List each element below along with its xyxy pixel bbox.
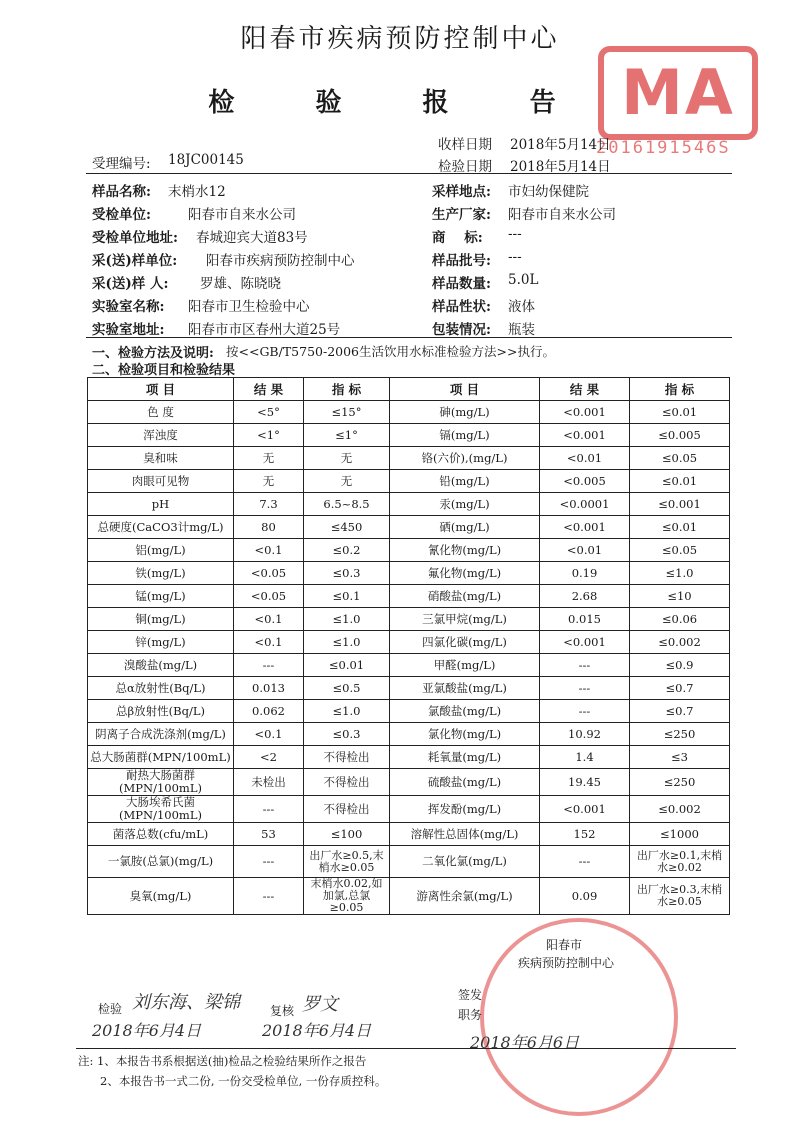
table-cell: ≤0.5 (304, 677, 390, 700)
column-header: 指 标 (630, 378, 730, 401)
table-cell: --- (234, 878, 304, 915)
table-row (88, 769, 730, 796)
table-cell: 0.013 (234, 677, 304, 700)
table-cell: 色 度 (88, 401, 234, 424)
table-cell: ≤0.3 (304, 723, 390, 746)
table-cell: 大肠埃希氏菌(MPN/100mL) (88, 796, 234, 823)
table-cell: 2.68 (540, 585, 630, 608)
table-cell: 末梢水0.02,如加氯,总氯≥0.05 (304, 878, 390, 915)
issuer-label: 签发 (458, 988, 483, 1002)
sampling-location: 市妇幼保健院 (508, 184, 589, 200)
table-cell: 锌(mg/L) (88, 631, 234, 654)
table-cell: ≤0.3 (304, 562, 390, 585)
table-cell: 亚氯酸盐(mg/L) (390, 677, 540, 700)
table-cell: 无 (234, 470, 304, 493)
table-cell: 浑浊度 (88, 424, 234, 447)
table-cell: 6.5~8.5 (304, 493, 390, 516)
table-cell: ≤0.002 (630, 631, 730, 654)
table-cell: 氯酸盐(mg/L) (390, 700, 540, 723)
table-cell: ≤0.7 (630, 677, 730, 700)
table-cell: 铜(mg/L) (88, 608, 234, 631)
table-cell: 镉(mg/L) (390, 424, 540, 447)
tested-unit-address: 春城迎宾大道83号 (196, 230, 308, 246)
inspection-date: 2018年6月4日 (92, 1021, 202, 1040)
table-cell: ≤0.001 (630, 493, 730, 516)
table-cell: ≤1.0 (304, 631, 390, 654)
table-cell: <0.001 (540, 424, 630, 447)
table-cell: ≤0.9 (630, 654, 730, 677)
table-cell: --- (234, 846, 304, 878)
table-cell: 一氯胺(总氯)(mg/L) (88, 846, 234, 878)
table-cell: 出厂水≥0.5,末梢水≥0.05 (304, 846, 390, 878)
table-cell: <0.1 (234, 539, 304, 562)
table-row (88, 585, 730, 608)
table-cell: 甲醛(mg/L) (390, 654, 540, 677)
table-cell: 氯化物(mg/L) (390, 723, 540, 746)
table-cell: 0.062 (234, 700, 304, 723)
table-cell: 砷(mg/L) (390, 401, 540, 424)
table-cell: 未检出 (234, 769, 304, 796)
reviewer-signature: 罗文 (302, 994, 338, 1015)
table-cell: 硝酸盐(mg/L) (390, 585, 540, 608)
received-date: 2018年5月14日 (510, 137, 611, 153)
title-label: 职务 (458, 1008, 483, 1022)
table-cell: ≤0.01 (630, 401, 730, 424)
table-cell: 氟化物(mg/L) (390, 562, 540, 585)
table-cell: 总β放射性(Bq/L) (88, 700, 234, 723)
sample-state: 液体 (508, 299, 535, 315)
table-cell: 氰化物(mg/L) (390, 539, 540, 562)
table-cell: <0.1 (234, 608, 304, 631)
table-cell: 7.3 (234, 493, 304, 516)
table-cell: 游离性余氯(mg/L) (390, 878, 540, 915)
review-date: 2018年6月4日 (262, 1021, 372, 1040)
table-cell: 铅(mg/L) (390, 470, 540, 493)
table-cell: 出厂水≥0.3,末梢水≥0.05 (630, 878, 730, 915)
table-header-row (88, 378, 730, 401)
table-cell: ≤1000 (630, 823, 730, 846)
table-row (88, 493, 730, 516)
table-cell: 铬(六价),(mg/L) (390, 447, 540, 470)
column-header: 项 目 (390, 378, 540, 401)
table-cell: ≤15° (304, 401, 390, 424)
document-title: 检 验 报 告 (208, 88, 592, 118)
divider (86, 337, 732, 338)
trademark: --- (508, 226, 522, 242)
sample-quantity: 5.0L (508, 272, 539, 288)
table-cell: 10.92 (540, 723, 630, 746)
table-row (88, 447, 730, 470)
table-cell: 臭和味 (88, 447, 234, 470)
cma-stamp: MA (598, 46, 758, 140)
table-cell: 三氯甲烷(mg/L) (390, 608, 540, 631)
table-cell: 无 (304, 470, 390, 493)
sample-name: 末梢水12 (168, 184, 226, 200)
results-table (87, 377, 730, 915)
table-cell: 总大肠菌群(MPN/100mL) (88, 746, 234, 769)
table-cell: <0.001 (540, 796, 630, 823)
table-cell: ≤0.01 (304, 654, 390, 677)
table-cell: ≤0.002 (630, 796, 730, 823)
table-cell: 肉眼可见物 (88, 470, 234, 493)
inspector-signature: 刘东海、梁锦 (132, 992, 240, 1013)
table-cell: 挥发酚(mg/L) (390, 796, 540, 823)
table-cell: ≤3 (630, 746, 730, 769)
info-label: 采(送)样 人: (92, 276, 169, 292)
table-cell: 耗氧量(mg/L) (390, 746, 540, 769)
table-row (88, 631, 730, 654)
table-cell: 0.09 (540, 878, 630, 915)
table-cell: ≤1° (304, 424, 390, 447)
inspector-label: 检验 (98, 1002, 123, 1016)
test-date-label: 检验日期 (438, 159, 492, 175)
table-cell: <0.001 (540, 401, 630, 424)
table-cell: ≤0.05 (630, 447, 730, 470)
tested-unit: 阳春市自来水公司 (188, 207, 296, 223)
table-row (88, 539, 730, 562)
table-cell: <0.1 (234, 723, 304, 746)
manufacturer: 阳春市自来水公司 (508, 207, 616, 223)
table-cell: 阴离子合成洗涤剂(mg/L) (88, 723, 234, 746)
table-cell: 总硬度(CaCO3计mg/L) (88, 516, 234, 539)
info-label: 采样地点: (432, 184, 491, 200)
table-cell: ≤0.005 (630, 424, 730, 447)
table-row (88, 562, 730, 585)
table-cell: ≤10 (630, 585, 730, 608)
reviewer-label: 复核 (270, 1004, 295, 1018)
table-cell: --- (540, 846, 630, 878)
packaging: 瓶装 (508, 322, 535, 338)
table-row (88, 700, 730, 723)
table-cell: ≤0.1 (304, 585, 390, 608)
table-cell: <0.1 (234, 631, 304, 654)
divider (76, 1048, 736, 1049)
table-cell: <5° (234, 401, 304, 424)
table-cell: 不得检出 (304, 769, 390, 796)
table-cell: <0.01 (540, 447, 630, 470)
table-cell: 二氧化氯(mg/L) (390, 846, 540, 878)
info-label: 样品性状: (432, 299, 491, 315)
table-row (88, 723, 730, 746)
table-cell: 溴酸盐(mg/L) (88, 654, 234, 677)
batch-no: --- (508, 249, 522, 265)
table-cell: <0.0001 (540, 493, 630, 516)
stamp-line-1: 阳春市 (546, 938, 583, 952)
info-label: 受检单位: (92, 207, 151, 223)
column-header: 项 目 (88, 378, 234, 401)
table-row (88, 846, 730, 878)
info-label: 实验室地址: (92, 322, 165, 338)
table-cell: <0.005 (540, 470, 630, 493)
table-cell: 不得检出 (304, 746, 390, 769)
table-row (88, 796, 730, 823)
table-row (88, 470, 730, 493)
table-cell: ≤250 (630, 769, 730, 796)
column-header: 指 标 (304, 378, 390, 401)
table-cell: 不得检出 (304, 796, 390, 823)
info-label: 样品批号: (432, 253, 491, 269)
table-cell: --- (540, 700, 630, 723)
table-row (88, 878, 730, 915)
table-cell: 铁(mg/L) (88, 562, 234, 585)
table-cell: <0.001 (540, 631, 630, 654)
table-cell: <0.01 (540, 539, 630, 562)
table-cell: ≤100 (304, 823, 390, 846)
lab-name: 阳春市卫生检验中心 (188, 299, 310, 315)
table-cell: <0.001 (540, 516, 630, 539)
table-cell: ≤0.06 (630, 608, 730, 631)
table-row (88, 677, 730, 700)
table-cell: 19.45 (540, 769, 630, 796)
issue-date: 2018年6月6日 (470, 1033, 580, 1052)
table-cell: ≤1.0 (304, 608, 390, 631)
table-cell: ≤0.7 (630, 700, 730, 723)
info-label: 受检单位地址: (92, 230, 178, 246)
info-label: 样品数量: (432, 276, 491, 292)
divider (86, 173, 732, 174)
section2-title: 二、检验项目和检验结果 (92, 363, 236, 378)
table-cell: 汞(mg/L) (390, 493, 540, 516)
info-label: 采(送)样单位: (92, 253, 178, 269)
sampler: 罗雄、陈晓晓 (200, 276, 281, 292)
table-cell: ≤0.01 (630, 470, 730, 493)
column-header: 结 果 (234, 378, 304, 401)
table-cell: 无 (234, 447, 304, 470)
table-cell: pH (88, 493, 234, 516)
section1-text: 按<<GB/T5750-2006生活饮用水标准检验方法>>执行。 (226, 344, 555, 359)
test-date: 2018年5月14日 (510, 159, 611, 175)
table-cell: ≤0.2 (304, 539, 390, 562)
table-row (88, 654, 730, 677)
note-1: 注: 1、本报告书系根据送(抽)检品之检验结果所作之报告 (78, 1054, 367, 1068)
table-cell: <0.05 (234, 562, 304, 585)
table-cell: ≤0.05 (630, 539, 730, 562)
table-cell: 溶解性总固体(mg/L) (390, 823, 540, 846)
table-row (88, 424, 730, 447)
table-cell: 0.015 (540, 608, 630, 631)
info-label: 样品名称: (92, 184, 151, 200)
table-cell: ≤450 (304, 516, 390, 539)
table-cell: 菌落总数(cfu/mL) (88, 823, 234, 846)
column-header: 结 果 (540, 378, 630, 401)
table-cell: 四氯化碳(mg/L) (390, 631, 540, 654)
table-row (88, 401, 730, 424)
sampling-unit: 阳春市疾病预防控制中心 (206, 253, 355, 269)
table-cell: 臭氧(mg/L) (88, 878, 234, 915)
table-cell: --- (540, 677, 630, 700)
table-cell: 80 (234, 516, 304, 539)
table-cell: <2 (234, 746, 304, 769)
table-cell: <0.05 (234, 585, 304, 608)
lab-address: 阳春市市区春州大道25号 (188, 322, 341, 338)
table-cell: <1° (234, 424, 304, 447)
table-cell: 152 (540, 823, 630, 846)
table-cell: 锰(mg/L) (88, 585, 234, 608)
table-cell: ≤0.01 (630, 516, 730, 539)
info-label: 商 标: (432, 230, 483, 246)
received-date-label: 收样日期 (438, 137, 492, 153)
table-cell: 1.4 (540, 746, 630, 769)
org-name: 阳春市疾病预防控制中心 (240, 24, 560, 54)
table-cell: 耐热大肠菌群(MPN/100mL) (88, 769, 234, 796)
table-cell: ≤1.0 (630, 562, 730, 585)
stamp-line-2: 疾病预防控制中心 (518, 956, 615, 970)
table-cell: 总α放射性(Bq/L) (88, 677, 234, 700)
table-row (88, 823, 730, 846)
table-cell: --- (540, 654, 630, 677)
table-cell: 出厂水≥0.1,末梢水≥0.02 (630, 846, 730, 878)
table-cell: 硫酸盐(mg/L) (390, 769, 540, 796)
section1-title: 一、检验方法及说明: (92, 346, 214, 361)
table-cell: 无 (304, 447, 390, 470)
table-cell: ≤250 (630, 723, 730, 746)
table-row (88, 608, 730, 631)
accept-no-label: 受理编号: (92, 156, 151, 172)
cma-cert-number: 2016191546S (596, 138, 731, 158)
table-cell: --- (234, 654, 304, 677)
table-cell: ≤1.0 (304, 700, 390, 723)
table-row (88, 746, 730, 769)
table-cell: 硒(mg/L) (390, 516, 540, 539)
table-row (88, 516, 730, 539)
accept-no: 18JC00145 (168, 152, 244, 168)
info-label: 生产厂家: (432, 207, 491, 223)
table-cell: 0.19 (540, 562, 630, 585)
info-label: 包装情况: (432, 322, 491, 338)
note-2: 2、本报告书一式二份, 一份交受检单位, 一份存质控科。 (100, 1074, 387, 1088)
table-cell: --- (234, 796, 304, 823)
table-cell: 53 (234, 823, 304, 846)
table-cell: 铝(mg/L) (88, 539, 234, 562)
info-label: 实验室名称: (92, 299, 165, 315)
